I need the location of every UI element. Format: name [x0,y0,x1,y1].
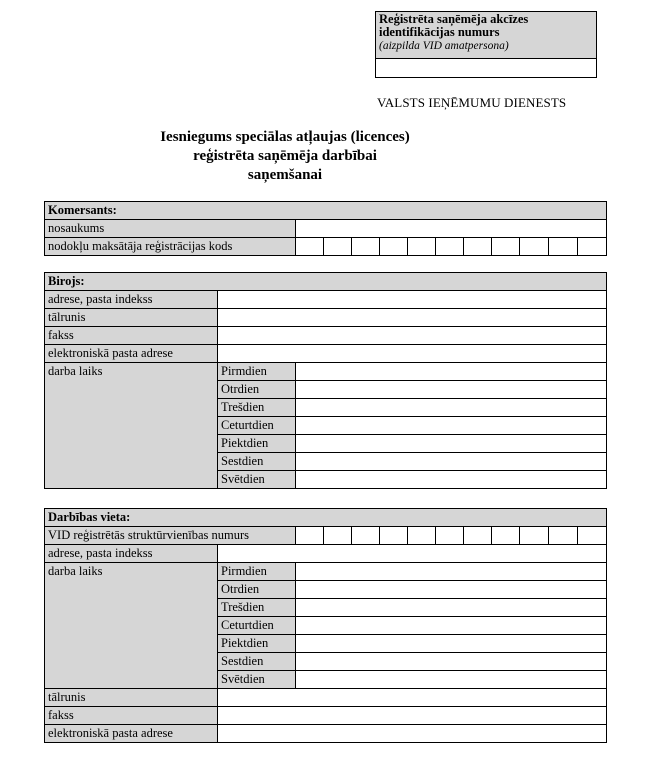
office-day-label: Pirmdien [218,363,296,381]
place-phone-label: tālrunis [45,689,218,707]
unit-number-digit[interactable] [296,527,324,545]
place-day-label: Trešdien [218,599,296,617]
tax-code-label: nodokļu maksātāja reģistrācijas kods [45,238,296,256]
place-email-input[interactable] [218,725,607,743]
office-day-hours-input[interactable] [296,471,607,489]
unit-number-digit[interactable] [408,527,436,545]
place-day-label: Pirmdien [218,563,296,581]
place-address-label: adrese, pasta indekss [45,545,218,563]
komersants-header: Komersants: [45,202,607,220]
place-fax-input[interactable] [218,707,607,725]
tax-code-digit[interactable] [436,238,464,256]
form-title-line1: Iesniegums speciālas atļaujas (licences) [160,129,410,145]
birojs-table [44,272,607,489]
unit-number-digit[interactable] [492,527,520,545]
office-hours-label: darba laiks [45,363,218,489]
office-day-label: Ceturtdien [218,417,296,435]
office-fax-input[interactable] [218,327,607,345]
office-phone-label: tālrunis [45,309,218,327]
office-day-label: Sestdien [218,453,296,471]
place-day-hours-input[interactable] [296,617,607,635]
office-day-hours-input[interactable] [296,453,607,471]
office-day-label: Trešdien [218,399,296,417]
unit-number-label: VID reģistrētās struktūrvienības numurs [45,527,296,545]
tax-code-digit[interactable] [578,238,607,256]
tax-code-digit[interactable] [296,238,324,256]
excise-id-input[interactable] [376,59,596,77]
unit-number-digit[interactable] [578,527,607,545]
place-email-label: elektroniskā pasta adrese [45,725,218,743]
place-fax-label: fakss [45,707,218,725]
form-title [140,128,430,185]
agency-name: VALSTS IEŅĒMUMU DIENESTS [377,95,567,110]
office-day-hours-input[interactable] [296,417,607,435]
place-hours-label: darba laiks [45,563,218,689]
darbibas-vieta-header: Darbības vieta: [45,509,607,527]
excise-id-line2: identifikācijas numurs [379,25,500,39]
office-day-hours-input[interactable] [296,363,607,381]
place-day-hours-input[interactable] [296,599,607,617]
office-email-input[interactable] [218,345,607,363]
office-day-label: Otrdien [218,381,296,399]
place-day-hours-input[interactable] [296,563,607,581]
office-day-hours-input[interactable] [296,381,607,399]
unit-number-digit[interactable] [324,527,352,545]
office-address-input[interactable] [218,291,607,309]
unit-number-digit[interactable] [520,527,549,545]
tax-code-digit[interactable] [549,238,578,256]
office-day-label: Piektdien [218,435,296,453]
place-day-label: Svētdien [218,671,296,689]
tax-code-digit[interactable] [464,238,492,256]
birojs-header: Birojs: [45,273,607,291]
excise-id-box-label [376,12,596,59]
form-title-line2: reģistrēta saņēmēja darbībai [193,148,377,164]
place-day-hours-input[interactable] [296,671,607,689]
unit-number-digit[interactable] [549,527,578,545]
place-day-label: Piektdien [218,635,296,653]
tax-code-digit[interactable] [408,238,436,256]
company-name-input[interactable] [296,220,607,238]
unit-number-digit[interactable] [380,527,408,545]
unit-number-digit[interactable] [464,527,492,545]
office-email-label: elektroniskā pasta adrese [45,345,218,363]
place-day-hours-input[interactable] [296,653,607,671]
office-fax-label: fakss [45,327,218,345]
tax-code-digit[interactable] [352,238,380,256]
tax-code-digit[interactable] [324,238,352,256]
company-name-label: nosaukums [45,220,296,238]
form-title-line3: saņemšanai [247,167,323,183]
place-address-input[interactable] [218,545,607,563]
office-day-hours-input[interactable] [296,435,607,453]
excise-id-box [375,11,597,78]
unit-number-digit[interactable] [352,527,380,545]
office-address-label: adrese, pasta indekss [45,291,218,309]
place-day-hours-input[interactable] [296,581,607,599]
office-day-label: Svētdien [218,471,296,489]
tax-code-digit[interactable] [380,238,408,256]
unit-number-digit[interactable] [436,527,464,545]
office-phone-input[interactable] [218,309,607,327]
place-day-label: Ceturtdien [218,617,296,635]
place-day-hours-input[interactable] [296,635,607,653]
office-day-hours-input[interactable] [296,399,607,417]
place-day-label: Otrdien [218,581,296,599]
place-phone-input[interactable] [218,689,607,707]
excise-id-note: (aizpilda VID amatpersona) [379,40,509,52]
tax-code-digit[interactable] [492,238,520,256]
excise-id-line1: Reģistrēta saņēmēja akcīzes [379,12,529,26]
place-day-label: Sestdien [218,653,296,671]
komersants-table [44,201,607,256]
darbibas-vieta-table [44,508,607,743]
tax-code-digit[interactable] [520,238,549,256]
